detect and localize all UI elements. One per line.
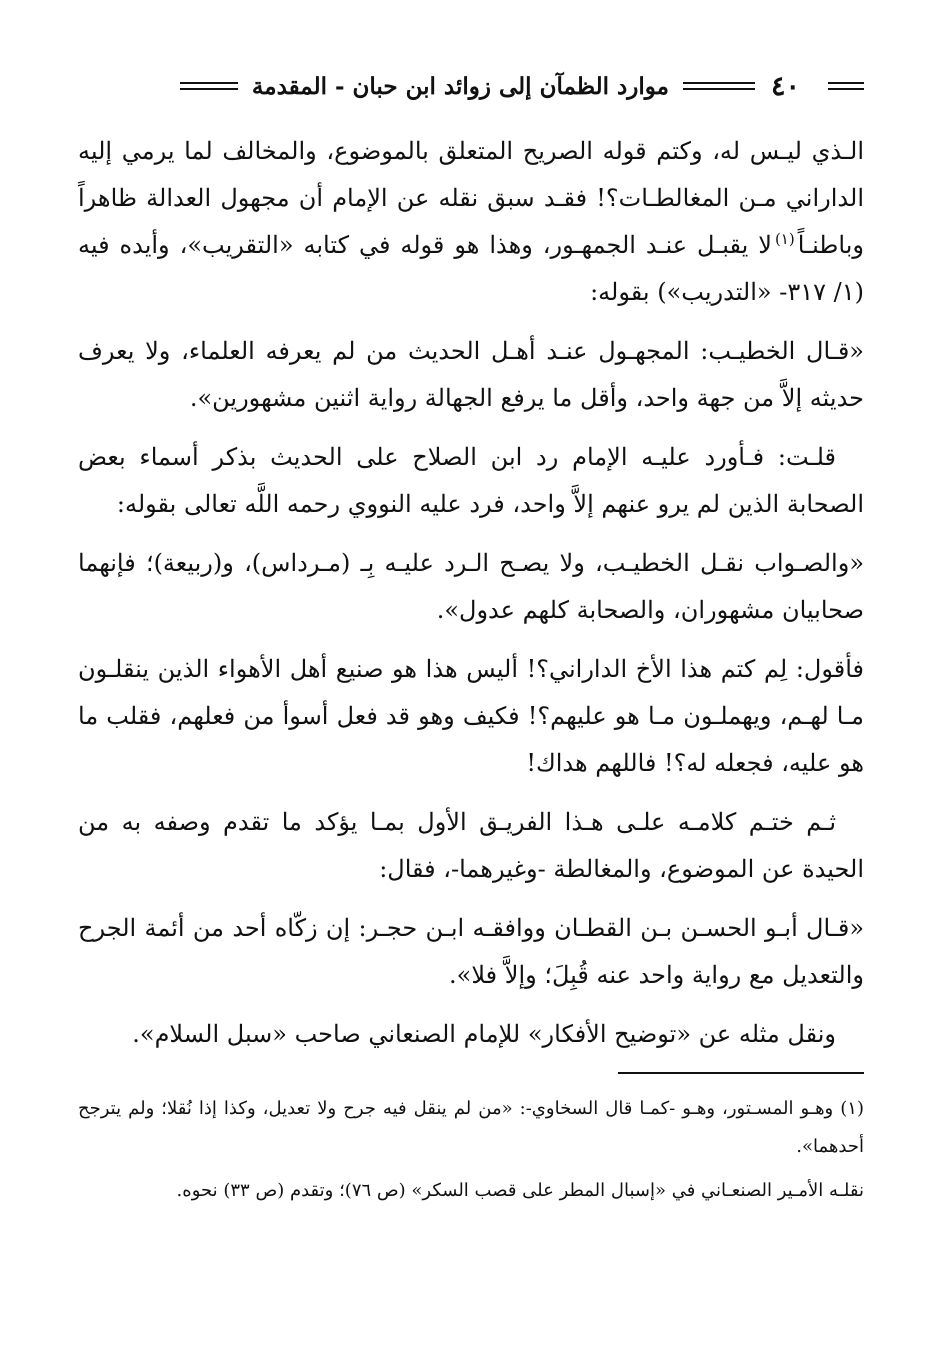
paragraph: قلـت: فـأورد عليـه الإمام رد ابن الصلاح على الحديث بذكر أسماء بعض الصحابة الذين لم يرو عنهم إلاَّ واحد، فرد عليه النووي رحمه اللَّه تعالى بقوله: (78, 443, 864, 518)
header-rule-left (180, 82, 238, 90)
paragraph-text: الـذي ليـس له، وكتم قوله الصريح المتعلق بالموضوع، والمخالف لما يرمي إليه الداراني مـن المغالطـات؟! فقـد سبق نقله عن الإمام أن مجهول العدالة ظاهراً وباطنـاً (78, 137, 864, 259)
footnote-reference: (١) (774, 230, 795, 248)
footnotes (78, 1090, 864, 1210)
footnote: (١) وهـو المسـتور، وهـو -كمـا قال السخاوي-: «من لم ينقل فيه جرح ولا تعديل، وكذا إذا نُقلا؛ ولم يترجح أحدهما». (78, 1098, 864, 1157)
main-text (78, 128, 864, 1058)
footnote-separator (618, 1072, 864, 1074)
paragraph-text: لا يقبـل عنـد الجمهـور، وهذا هو قوله في كتابه «التقريب»، وأيده فيه (١/ ٣١٧- «التدريب») بقوله: (78, 231, 864, 306)
footnote: نقلـه الأمـير الصنعـاني في «إسبال المطر على قصب السكر» (ص ٧٦)؛ وتقدم (ص ٣٣) نحوه. (176, 1180, 864, 1201)
paragraph: ونقل مثله عن «توضيح الأفكار» للإمام الصنعاني صاحب «سبل السلام». (132, 1020, 836, 1048)
paragraph: فأقول: لِم كتم هذا الأخ الداراني؟! أليس هذا هو صنيع أهل الأهواء الذين ينقلـون مـا لهـم، ويهملـون مـا هو عليهم؟! فكيف وهو قد فعل أسوأ من فعلهم، فقلب ما هو عليه، فجعله له؟! فاللهم هداك! (78, 655, 864, 777)
header-title: موارد الظمآن إلى زوائد ابن حبان - المقدمة (251, 72, 669, 100)
running-header (78, 58, 864, 114)
header-rule-middle (683, 82, 755, 90)
quotation-paragraph: «قـال أبـو الحسـن بـن القطـان ووافقـه ابـن حجـر: إن زكّاه أحد من أئمة الجرح والتعديل مع رواية واحد عنه قُبِلَ؛ وإلاَّ فلا». (78, 914, 864, 989)
quotation-paragraph: «قـال الخطيـب: المجهـول عنـد أهـل الحديث من لم يعرفه العلماء، ولا يعرف حديثه إلاَّ من جهة واحد، وأقل ما يرفع الجهالة رواية اثنين مشهورين». (78, 337, 864, 412)
page-number: ٤٠ (770, 70, 800, 102)
paragraph (78, 128, 864, 316)
quotation-paragraph: «والصـواب نقـل الخطيـب، ولا يصـح الـرد عليـه بِـ (مـرداس)، و(ربيعة)؛ فإنهما صحابيان مشهوران، والصحابة كلهم عدول». (78, 549, 864, 624)
header-rule-right (828, 82, 864, 90)
paragraph: ثـم ختـم كلامـه علـى هـذا الفريـق الأول بمـا يؤكد ما تقدم وصفه به من الحيدة عن الموضوع، والمغالطة -وغيرهما-، فقال: (78, 808, 864, 883)
book-page (78, 58, 864, 1348)
